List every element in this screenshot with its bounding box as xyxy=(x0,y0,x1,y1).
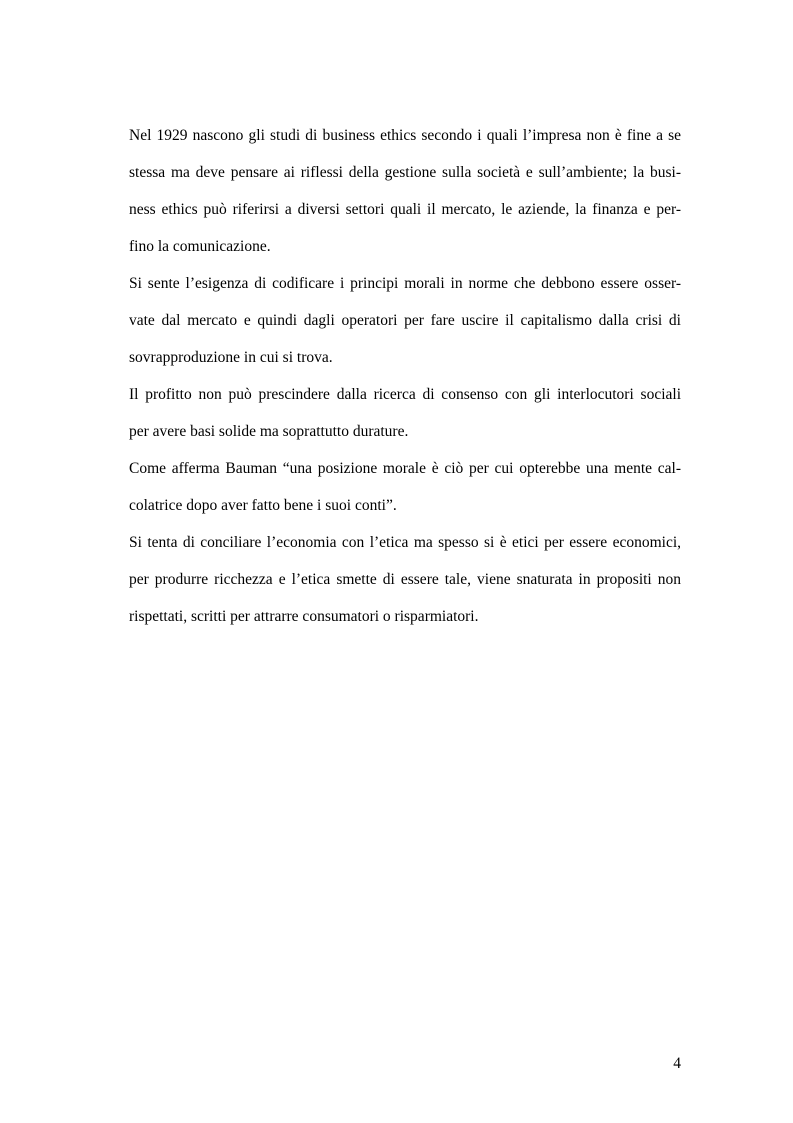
paragraph-3 xyxy=(129,376,681,450)
text-line: Come afferma Bauman “una posizione morale è ciò per cui opterebbe una mente cal- xyxy=(129,460,681,477)
text-line: Si sente l’esigenza di codificare i principi morali in norme che debbono essere osser- xyxy=(129,275,681,292)
paragraph-5 xyxy=(129,524,681,635)
text-line: Il profitto non può prescindere dalla ricerca di consenso con gli interlocutori sociali xyxy=(129,386,681,403)
text-line: stessa ma deve pensare ai riflessi della gestione sulla società e sull’ambiente; la busi- xyxy=(129,164,681,181)
paragraph-1 xyxy=(129,117,681,265)
text-line: per avere basi solide ma soprattutto durature. xyxy=(129,423,409,440)
text-line: sovrapproduzione in cui si trova. xyxy=(129,349,333,366)
text-line: vate dal mercato e quindi dagli operatori per fare uscire il capitalismo dalla crisi di xyxy=(129,312,681,329)
text-line: ness ethics può riferirsi a diversi settori quali il mercato, le aziende, la finanza e per- xyxy=(129,201,681,218)
body-text xyxy=(129,117,681,635)
page-number: 4 xyxy=(673,1055,681,1072)
text-line: fino la comunicazione. xyxy=(129,238,271,255)
text-line: Nel 1929 nascono gli studi di business ethics secondo i quali l’impresa non è fine a se xyxy=(129,127,681,144)
text-line: rispettati, scritti per attrarre consumatori o risparmiatori. xyxy=(129,608,479,625)
text-line: per produrre ricchezza e l’etica smette di essere tale, viene snaturata in propositi non xyxy=(129,571,681,588)
text-line: Si tenta di conciliare l’economia con l’etica ma spesso si è etici per essere economici, xyxy=(129,534,681,551)
paragraph-4 xyxy=(129,450,681,524)
paragraph-2 xyxy=(129,265,681,376)
text-line: colatrice dopo aver fatto bene i suoi conti”. xyxy=(129,497,397,514)
